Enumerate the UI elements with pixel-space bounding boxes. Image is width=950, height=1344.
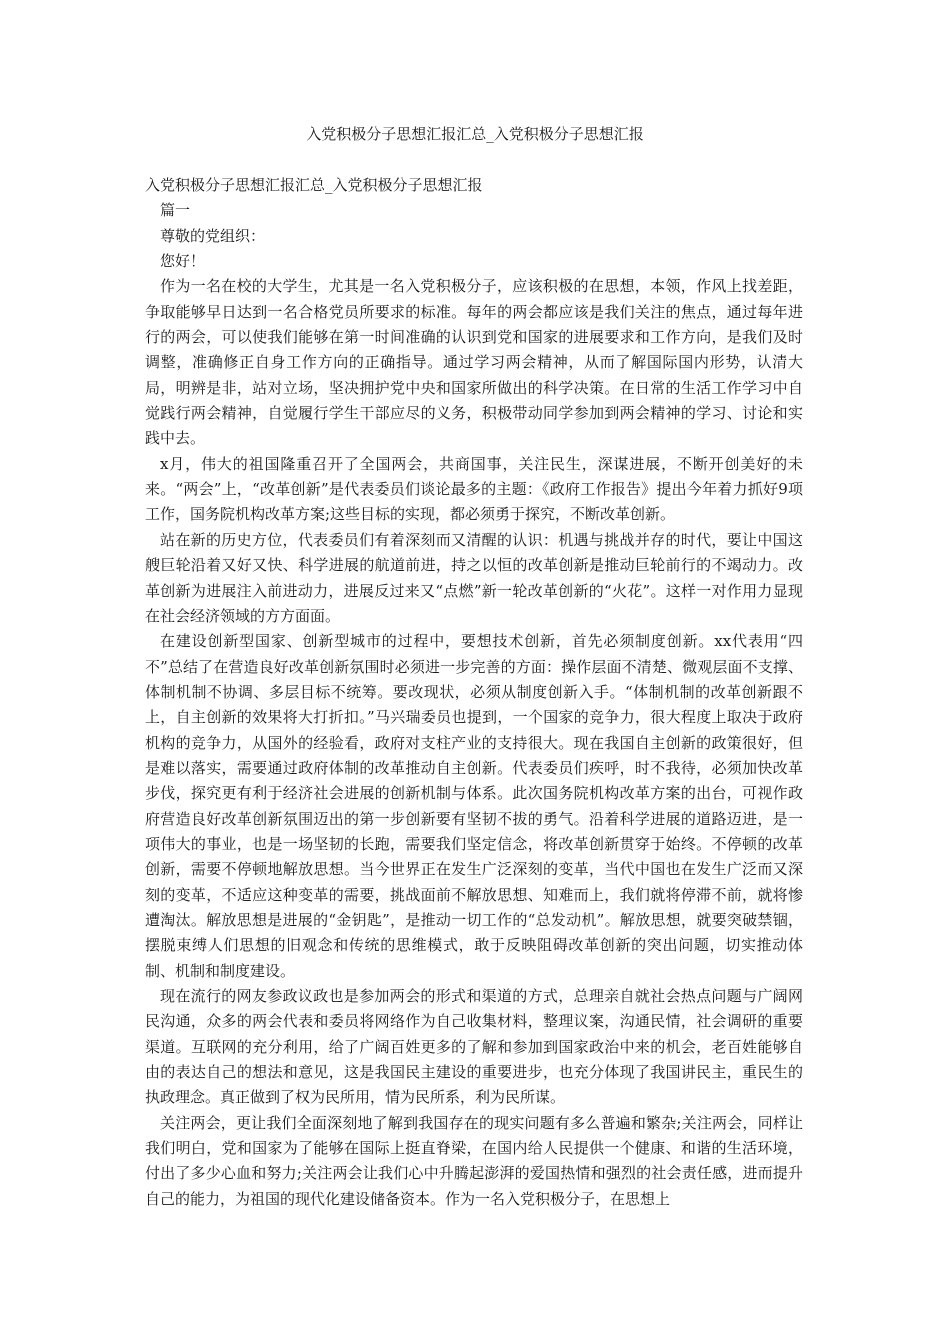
document-subtitle: 入党积极分子思想汇报汇总_入党积极分子思想汇报 [145,176,483,194]
greeting: 您好！ [160,252,206,271]
salutation: 尊敬的党组织： [160,226,266,245]
document-body [145,173,803,1212]
paragraph-5: 现在流行的网友参政议政也是参加两会的形式和渠道的方式，总理亲自就社会热点问题与广阔网民沟通，众多的两会代表和委员将网络作为自己收集材料，整理议案，沟通民情，社会调研的重要渠道。互联网的充分利用，给了广阔百姓更多的了解和参加到国家政治中来的机会，老百姓能够自由的表达自己的想法和意见，这是我国民主建设的重要进步，也充分体现了我国讲民主，重民生的执政理念。真正做到了权为民所用，情为民所系，利为民所谋。 [145,987,803,1107]
paragraph-4: 在建设创新型国家、创新型城市的过程中，要想技术创新，首先必须制度创新。xx代表用“四不”总结了在营造良好改革创新氛围时必须进一步完善的方面：操作层面不清楚、微观层面不支撑、体制机制不协调、多层目标不统筹。要改现状，必须从制度创新入手。“体制机制的改革创新跟不上，自主创新的效果将大打折扣。”马兴瑞委员也提到，一个国家的竞争力，很大程度上取决于政府机构的竞争力，从国外的经验看，政府对支柱产业的支持很大。现在我国自主创新的政策很好，但是难以落实，需要通过政府体制的改革推动自主创新。代表委员们疾呼，时不我待，必须加快改革步伐，探究更有利于经济社会进展的创新机制与体系。此次国务院机构改革方案的出台，可视作政府营造良好改革创新氛围迈出的第一步创新要有坚韧不拔的勇气。沿着科学进展的道路迈进，是一项伟大的事业，也是一场坚韧的长跑，需要我们坚定信念，将改革创新贯穿于始终。不停顿的改革创新，需要不停顿地解放思想。当今世界正在发生广泛深刻的变革，当代中国也在发生广泛而又深刻的变革，不适应这种变革的需要，挑战面前不解放思想、知难而上，我们就将停滞不前，就将惨遭淘汰。解放思想是进展的“金钥匙”，是推动一切工作的“总发动机”。解放思想，就要突破禁锢，摆脱束缚人们思想的旧观念和传统的思维模式，敢于反映阻碍改革创新的突出问题，切实推动体制、机制和制度建设。 [145,632,803,980]
paragraph-1: 作为一名在校的大学生，尤其是一名入党积极分子，应该积极的在思想，本领，作风上找差距，争取能够早日达到一名合格党员所要求的标准。每年的两会都应该是我们关注的焦点，通过每年进行的两会，可以使我们能够在第一时间准确的认识到党和国家的进展要求和工作方向，是我们及时调整，准确修正自身工作方向的正确指导。通过学习两会精神，从而了解国际国内形势，认清大局，明辨是非，站对立场，坚决拥护党中央和国家所做出的科学决策。在日常的生活工作学习中自觉践行两会精神，自觉履行学生干部应尽的义务，积极带动同学参加到两会精神的学习、讨论和实践中去。 [145,277,803,448]
section-label: 篇一 [160,201,191,220]
paragraph-6: 关注两会，更让我们全面深刻地了解到我国存在的现实问题有多么普遍和繁杂;关注两会，同样让我们明白，党和国家为了能够在国际上挺直脊梁，在国内给人民提供一个健康、和谐的生活环境，付出了多少心血和努力;关注两会让我们心中升腾起澎湃的爱国热情和强烈的社会责任感，进而提升自己的能力，为祖国的现代化建设储备资本。作为一名入党积极分子，在思想上 [145,1113,803,1208]
paragraph-2: x月，伟大的祖国隆重召开了全国两会，共商国事，关注民生，深谋进展，不断开创美好的未来。“两会”上，“改革创新”是代表委员们谈论最多的主题：《政府工作报告》提出今年着力抓好9项工作，国务院机构改革方案;这些目标的实现，都必须勇于探究，不断改革创新。 [145,454,803,524]
document-title: 入党积极分子思想汇报汇总_入党积极分子思想汇报 [306,125,644,143]
paragraph-3: 站在新的历史方位，代表委员们有着深刻而又清醒的认识：机遇与挑战并存的时代，要让中国这艘巨轮沿着又好又快、科学进展的航道前进，持之以恒的改革创新是推动巨轮前行的不竭动力。改革创新为进展注入前进动力，进展反过来又“点燃”新一轮改革创新的“火花”。这样一对作用力显现在社会经济领域的方方面面。 [145,530,803,625]
